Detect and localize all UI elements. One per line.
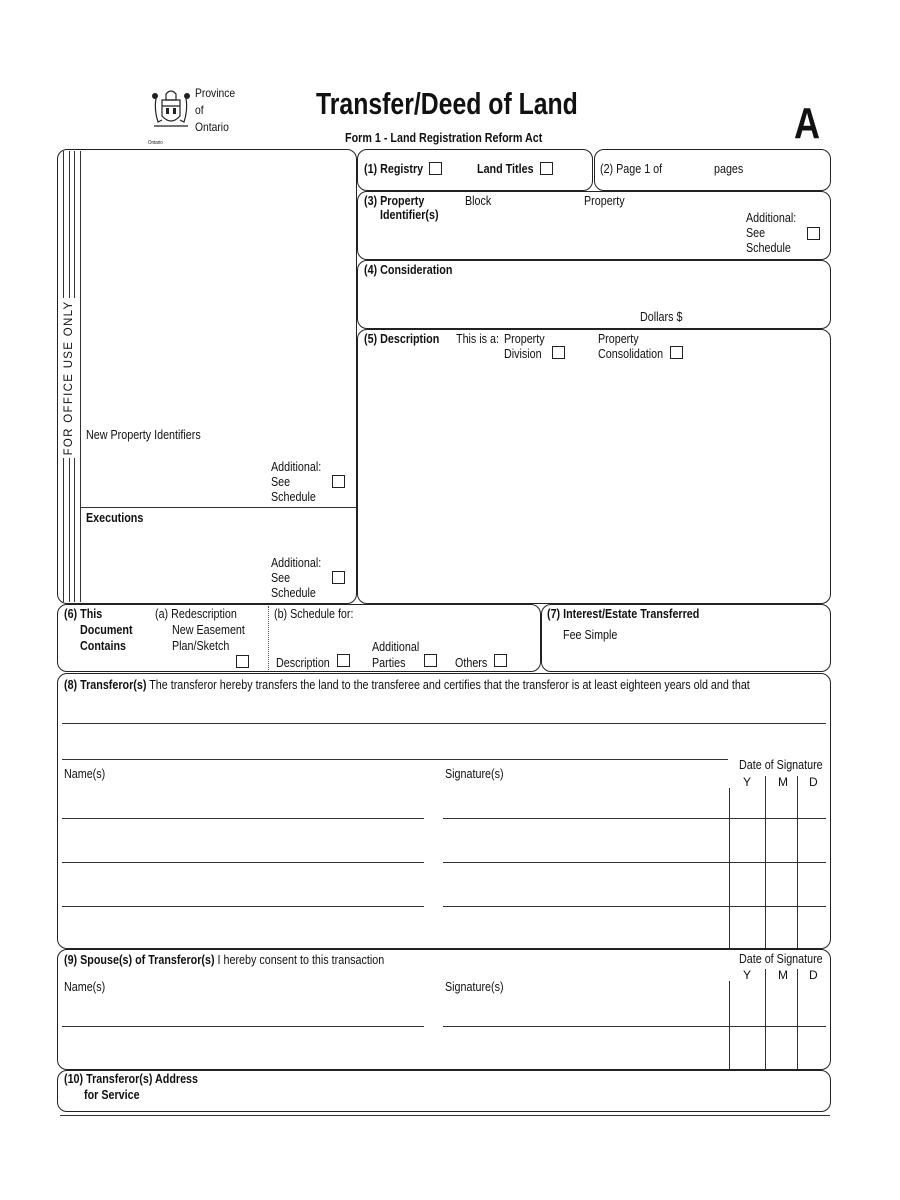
property-division-line1: Property [504, 332, 545, 346]
transferor-name-line-2[interactable] [62, 862, 424, 863]
redescription-checkbox[interactable] [236, 655, 249, 668]
transferor-text: The transferor hereby transfers the land to the transferee and certifies that the transferor is at least eighteen years old and that [149, 678, 750, 692]
transferor-date-d: D [809, 775, 818, 789]
spouse-date-m: M [778, 968, 788, 982]
pi-schedule: Schedule [746, 241, 791, 255]
property-identifier-label-1: (3) Property [364, 194, 425, 208]
pi-see: See [746, 226, 766, 240]
document-contains-label-3: Contains [80, 639, 126, 653]
block-label: Block [465, 194, 492, 208]
land-titles-checkbox[interactable] [540, 162, 553, 175]
registry-label: (1) Registry [364, 162, 424, 176]
document-contains-label-1: (6) This [64, 607, 103, 621]
executions-divider [80, 507, 356, 508]
office-additional-2: Additional: [271, 556, 322, 570]
document-contains-label-2: Document [80, 623, 133, 637]
crest-caption: Ontario [148, 140, 163, 146]
address-label-1: (10) Transferor(s) Address [64, 1072, 199, 1086]
province-line3: Ontario [195, 120, 229, 134]
schedule-additional-line2: Parties [372, 656, 406, 670]
schedule-description-checkbox[interactable] [337, 654, 350, 667]
office-additional-checkbox-2[interactable] [332, 571, 345, 584]
office-use-box [57, 149, 357, 604]
pages-label: pages [714, 162, 744, 176]
schedule-parties-checkbox[interactable] [424, 654, 437, 667]
transferor-signature-line-2[interactable] [443, 862, 826, 863]
spouse-name-line[interactable] [62, 1026, 424, 1027]
address-label-2: for Service [84, 1088, 140, 1102]
property-identifier-label-2: Identifier(s) [380, 208, 439, 222]
office-schedule-1: Schedule [271, 490, 316, 504]
page-label: (2) Page 1 of [600, 162, 663, 176]
property-label: Property [584, 194, 625, 208]
spouse-md-divider [797, 969, 798, 1069]
property-consolidation-line2: Consolidation [598, 347, 664, 361]
transferor-names-label: Name(s) [64, 767, 106, 781]
transferor-line-1[interactable] [62, 723, 826, 724]
schedule-others-label: Others [455, 656, 488, 670]
this-is-a-label: This is a: [456, 332, 500, 346]
interest-label: (7) Interest/Estate Transferred [547, 607, 700, 621]
property-division-checkbox[interactable] [552, 346, 565, 359]
property-consolidation-line1: Property [598, 332, 639, 346]
form-subtitle: Form 1 - Land Registration Reform Act [345, 131, 543, 145]
registry-checkbox[interactable] [429, 162, 442, 175]
spouse-signature-line[interactable] [443, 1026, 826, 1027]
transferor-signature-line-1[interactable] [443, 818, 826, 819]
transferor-date-m: M [778, 775, 788, 789]
property-division-line2: Division [504, 347, 542, 361]
redescription-label: (a) Redescription [155, 607, 237, 621]
executions-label: Executions [86, 511, 144, 525]
transferor-date-label: Date of Signature [739, 758, 823, 772]
description-label: (5) Description [364, 332, 440, 346]
office-use-label: FOR OFFICE USE ONLY [62, 298, 76, 458]
pi-additional-checkbox[interactable] [807, 227, 820, 240]
schedule-additional-line1: Additional [372, 640, 420, 654]
province-line2: of [195, 103, 204, 117]
schedule-description-label: Description [276, 656, 330, 670]
transferor-name-line-1[interactable] [62, 818, 424, 819]
office-schedule-2: Schedule [271, 586, 316, 600]
description-box [357, 329, 831, 604]
office-see-1: See [271, 475, 291, 489]
transferor-date-divider [729, 788, 730, 948]
transferor-signature-label: Signature(s) [445, 767, 504, 781]
spouse-date-label: Date of Signature [739, 952, 823, 966]
office-see-2: See [271, 571, 291, 585]
bottom-rule [60, 1115, 830, 1116]
document-contains-divider [268, 606, 269, 670]
new-easement-label: New Easement [172, 623, 245, 637]
transferor-name-line-3[interactable] [62, 906, 424, 907]
transferor-signature-line-3[interactable] [443, 906, 826, 907]
transferor-line-2[interactable] [62, 759, 728, 760]
spouse-ym-divider [765, 969, 766, 1069]
ontario-crest-icon [150, 86, 192, 142]
province-line1: Province [195, 86, 236, 100]
page-title: Transfer/Deed of Land [316, 86, 578, 121]
transferor-heading [64, 678, 750, 693]
property-consolidation-checkbox[interactable] [670, 346, 683, 359]
spouse-date-d: D [809, 968, 818, 982]
interest-value: Fee Simple [563, 628, 618, 642]
plan-sketch-label: Plan/Sketch [172, 639, 230, 653]
office-rule-4 [80, 151, 81, 602]
spouse-text: I hereby consent to this transaction [217, 953, 385, 967]
spouse-names-label: Name(s) [64, 980, 106, 994]
schedule-others-checkbox[interactable] [494, 654, 507, 667]
pi-additional: Additional: [746, 211, 797, 225]
transferor-box [57, 673, 831, 949]
spouse-date-divider [729, 981, 730, 1069]
transferor-date-y: Y [743, 775, 752, 789]
spouse-signature-label: Signature(s) [445, 980, 504, 994]
office-additional-1: Additional: [271, 460, 322, 474]
office-additional-checkbox-1[interactable] [332, 475, 345, 488]
spouse-heading [64, 953, 384, 968]
form-letter: A [794, 99, 821, 148]
spouse-date-y: Y [743, 968, 752, 982]
land-titles-label: Land Titles [477, 162, 534, 176]
spouse-label: (9) Spouse(s) of Transferor(s) [64, 953, 215, 967]
transferor-label: (8) Transferor(s) [64, 678, 147, 692]
schedule-for-label: (b) Schedule for: [274, 607, 354, 621]
new-property-identifiers-label: New Property Identifiers [86, 428, 201, 442]
consideration-label: (4) Consideration [364, 263, 453, 277]
dollars-label: Dollars $ [640, 310, 683, 324]
